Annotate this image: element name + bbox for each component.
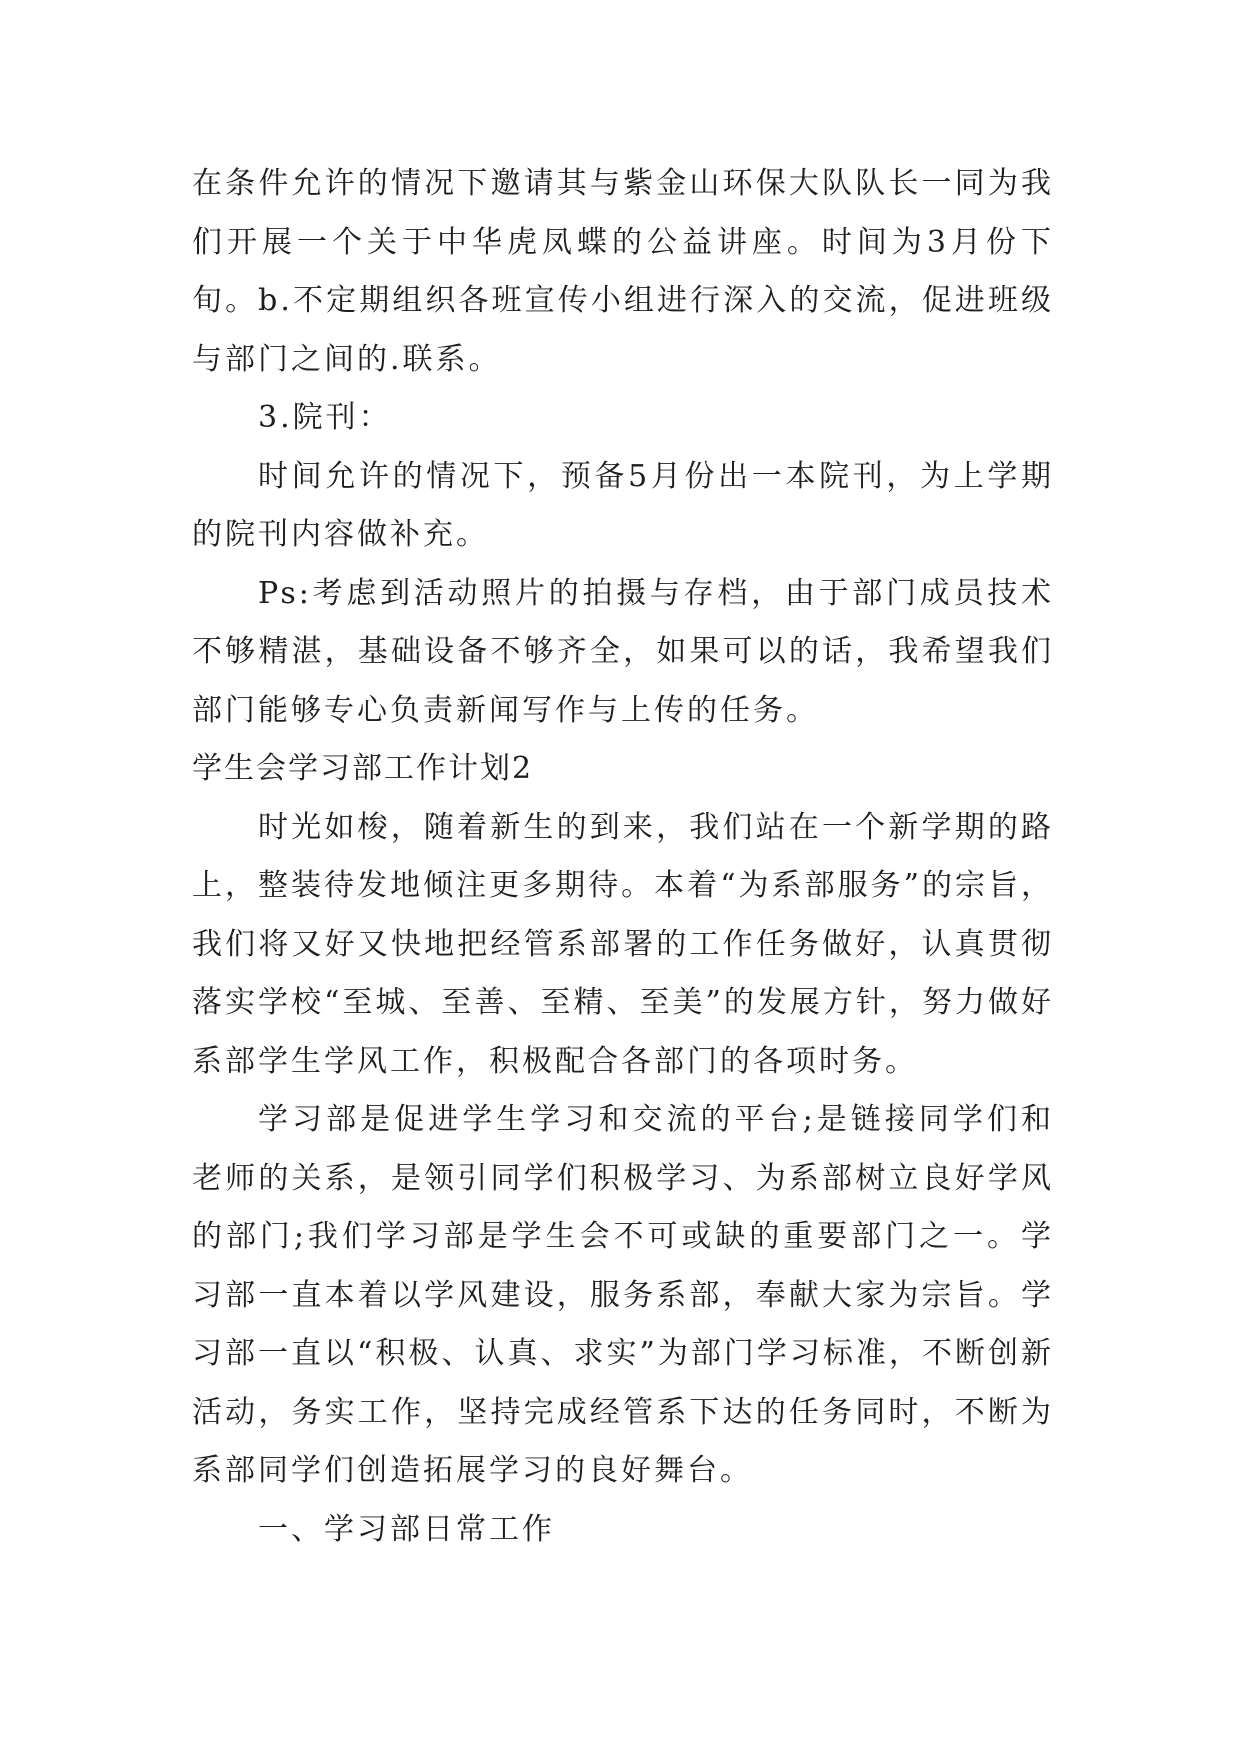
section-title: 学生会学习部工作计划2 <box>192 751 534 786</box>
paragraph-department-role: 学习部是促进学生学习和交流的平台;是链接同学们和老师的关系，是领引同学们积极学习、为系部树立良好学风的部门;我们学习部是学生会不可或缺的重要部门之一。学习部一直本着以学风建设，服务系部，奉献大家为宗旨。学习部一直以“积极、认真、求实”为部门学习标准，不断创新活动，务实工作，坚持完成经管系下达的任务同时，不断为系部同学们创造拓展学习的良好舞台。 <box>192 1102 1054 1488</box>
paragraph-intro: 时光如梭，随着新生的到来，我们站在一个新学期的路上，整装待发地倾注更多期待。本着“为系部服务”的宗旨，我们将又好又快地把经管系部署的工作任务做好，认真贯彻落实学校“至城、至善、至精、至美”的发展方针，努力做好系部学生学风工作，积极配合各部门的各项时务。 <box>192 809 1054 1079</box>
paragraph-daily-work-heading: 一、学习部日常工作 <box>258 1511 555 1547</box>
paragraph-journal-plan: 时间允许的情况下，预备5月份出一本院刊，为上学期的院刊内容做补充。 <box>192 458 1054 552</box>
paragraph-ps-note: Ps:考虑到活动照片的拍摄与存档，由于部门成员技术不够精湛，基础设备不够齐全，如果可以的话，我希望我们部门能够专心负责新闻写作与上传的任务。 <box>192 575 1054 728</box>
document-body <box>192 155 1054 1559</box>
paragraph-lecture-plan: 在条件允许的情况下邀请其与紫金山环保大队队长一同为我们开展一个关于中华虎凤蝶的公益讲座。时间为3月份下旬。b.不定期组织各班宣传小组进行深入的交流，促进班级与部门之间的.联系。 <box>192 166 1054 377</box>
paragraph-journal-heading: 3.院刊： <box>258 400 392 435</box>
